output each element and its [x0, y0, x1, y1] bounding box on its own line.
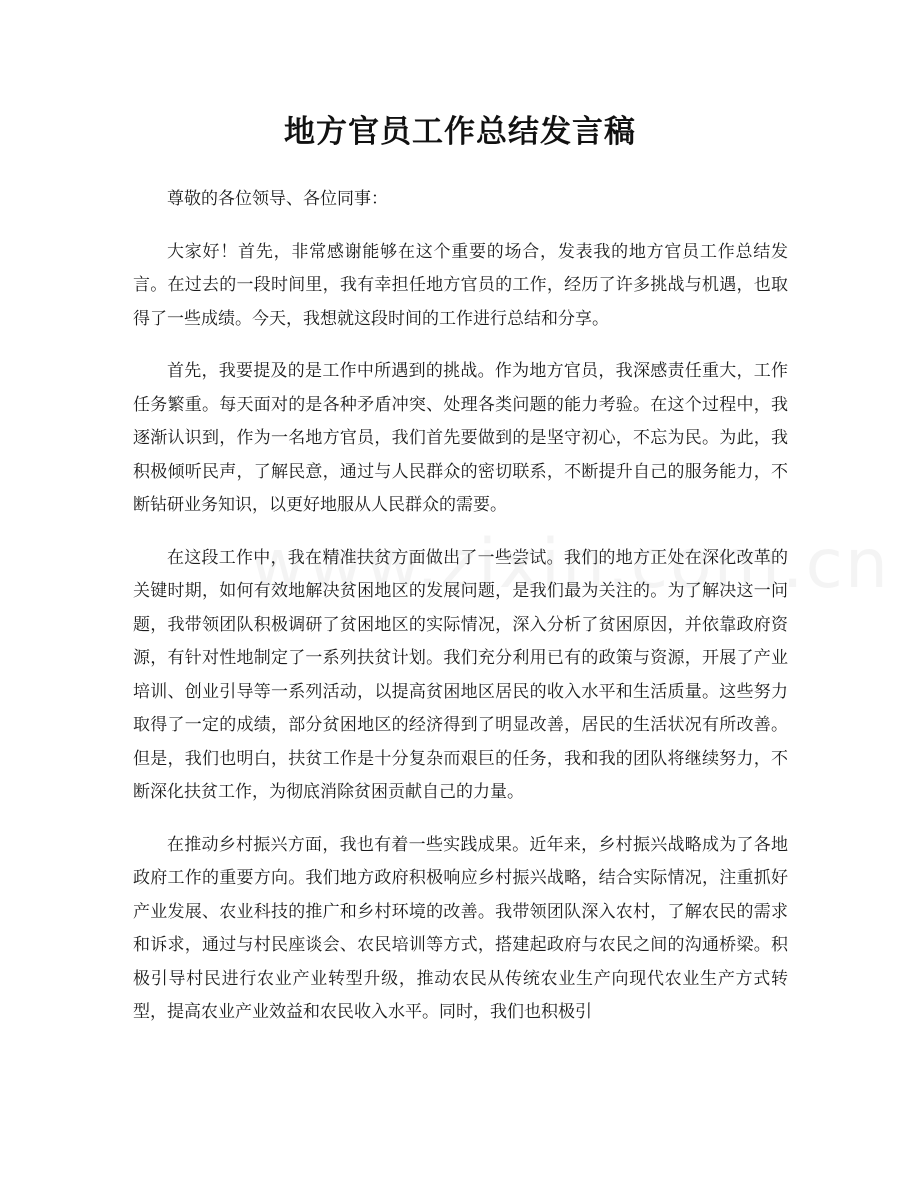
salutation-paragraph: 尊敬的各位领导、各位同事： — [167, 189, 388, 209]
body-paragraph: 在推动乡村振兴方面，我也有着一些实践成果。近年来，乡村振兴战略成为了各地政府工作的重要方向。我们地方政府积极响应乡村振兴战略，结合实际情况，注重抓好产业发展、农业科技的推广和乡村环境的改善。我带领团队深入农村，了解农民的需求和诉求，通过与村民座谈会、农民培训等方式，搭建起政府与农民之间的沟通桥梁。积极引导村民进行农业产业转型升级，推动农民从传统农业生产向现代农业生产方式转型，提高农业产业效益和农民收入水平。同时，我们也积极引 — [133, 834, 788, 1022]
document-title: 地方官员工作总结发言稿 — [284, 114, 636, 150]
body-paragraph: 在这段工作中，我在精准扶贫方面做出了一些尝试。我们的地方正处在深化改革的关键时期，如何有效地解决贫困地区的发展问题，是我们最为关注的。为了解决这一问题，我带领团队积极调研了贫困地区的实际情况，深入分析了贫困原因，并依靠政府资源，有针对性地制定了一系列扶贫计划。我们充分利用已有的政策与资源，开展了产业培训、创业引导等一系列活动，以提高贫困地区居民的收入水平和生活质量。这些努力取得了一定的成绩，部分贫困地区的经济得到了明显改善，居民的生活状况有所改善。但是，我们也明白，扶贫工作是十分复杂而艰巨的任务，我和我的团队将继续努力，不断深化扶贫工作，为彻底消除贫困贡献自己的力量。 — [133, 547, 788, 802]
document-body — [133, 183, 788, 1049]
body-paragraph: 首先，我要提及的是工作中所遇到的挑战。作为地方官员，我深感责任重大，工作任务繁重。每天面对的是各种矛盾冲突、处理各类问题的能力考验。在这个过程中，我逐渐认识到，作为一名地方官员，我们首先要做到的是坚守初心，不忘为民。为此，我积极倾听民声，了解民意，通过与人民群众的密切联系，不断提升自己的服务能力，不断钻研业务知识，以更好地服从人民群众的需要。 — [133, 361, 788, 515]
body-paragraph: 大家好！首先，非常感谢能够在这个重要的场合，发表我的地方官员工作总结发言。在过去的一段时间里，我有幸担任地方官员的工作，经历了许多挑战与机遇，也取得了一些成绩。今天，我想就这段时间的工作进行总结和分享。 — [133, 241, 788, 329]
